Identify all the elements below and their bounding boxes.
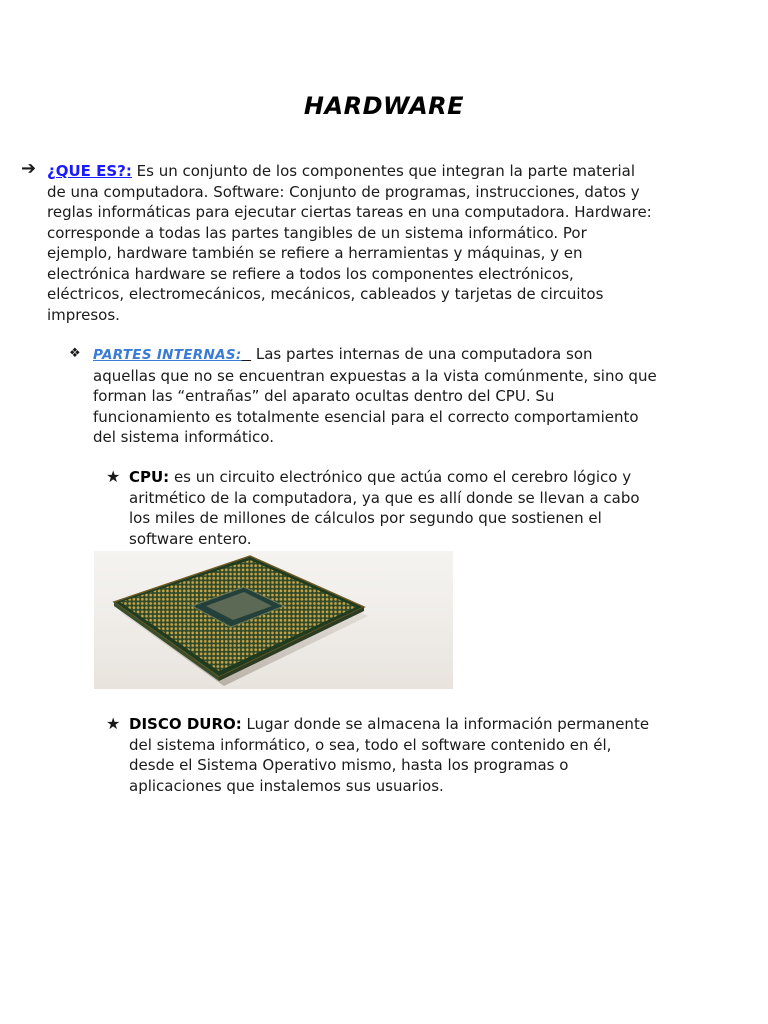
intro-line-4: corresponde a todas las partes tangibles de un sistema informático. Por [47,223,587,242]
right-arrow-icon: ➔ [21,158,37,179]
star-bullet-icon: ★ [106,467,121,486]
internas-line-2: aquellas que no se encuentran expuestas a la vista comúnmente, sino que [93,366,657,385]
cpu-chip-illustration [94,551,453,689]
internas-line-5: del sistema informático. [93,428,274,446]
cpu-term: CPU: [129,468,170,486]
cpu-line-1 [129,467,689,488]
disco-text: Lugar donde se almacena la información permanente [241,715,650,733]
cpu-line-4: software entero. [129,529,252,548]
intro-line-6: electrónica hardware se refiere a todos los componentes electrónicos, [47,264,574,283]
cpu-line-2: aritmético de la computadora, ya que es allí donde se llevan a cabo [129,488,640,507]
page-title: HARDWARE [303,92,465,120]
star-bullet-icon: ★ [106,714,121,733]
intro-paragraph [21,158,687,325]
intro-text: Es un conjunto de los componentes que integran la parte material [131,162,635,180]
intro-line-5: ejemplo, hardware también se refiere a herramientas y máquinas, y en [47,244,583,262]
disco-line-4: aplicaciones que instalemos sus usuarios. [129,776,444,795]
que-es-label: ¿QUE ES?: [47,162,132,180]
cpu-line-3: los miles de millones de cálculos por segundo que sostienen el [129,509,602,527]
intro-line-3: reglas informáticas para ejecutar ciertas tareas en una computadora. Hardware: [47,203,652,221]
disco-line-2: del sistema informático, o sea, todo el software contenido en él, [129,735,612,754]
cpu-text: es un circuito electrónico que actúa como el cerebro lógico y [169,468,632,486]
partes-internas-label: PARTES INTERNAS: [93,347,242,363]
intro-line-1 [47,161,687,182]
cpu-paragraph [106,467,689,549]
disco-line-3: desde el Sistema Operativo mismo, hasta los programas o [129,756,569,774]
cpu-photo [94,551,453,689]
internas-line-3: forman las “entrañas” del aparato ocultas dentro del CPU. Su [93,387,555,405]
intro-line-7: eléctricos, electromecánicos, mecánicos, cableados y tarjetas de circuitos [47,285,604,303]
disco-duro-term: DISCO DURO: [129,715,242,733]
partes-internas-paragraph [69,344,693,448]
disco-duro-paragraph [106,714,689,796]
internas-text: Las partes internas de una computadora son [251,345,593,363]
intro-line-8: impresos. [47,305,120,324]
intro-line-2: de una computadora. Software: Conjunto de programas, instrucciones, datos y [47,182,640,201]
underscore-gap [242,345,252,363]
disco-line-1 [129,714,689,735]
diamond-bullet-icon: ❖ [69,346,81,361]
internas-line-4: funcionamiento es totalmente esencial para el correcto comportamiento [93,407,639,426]
internas-line-1 [93,344,693,366]
